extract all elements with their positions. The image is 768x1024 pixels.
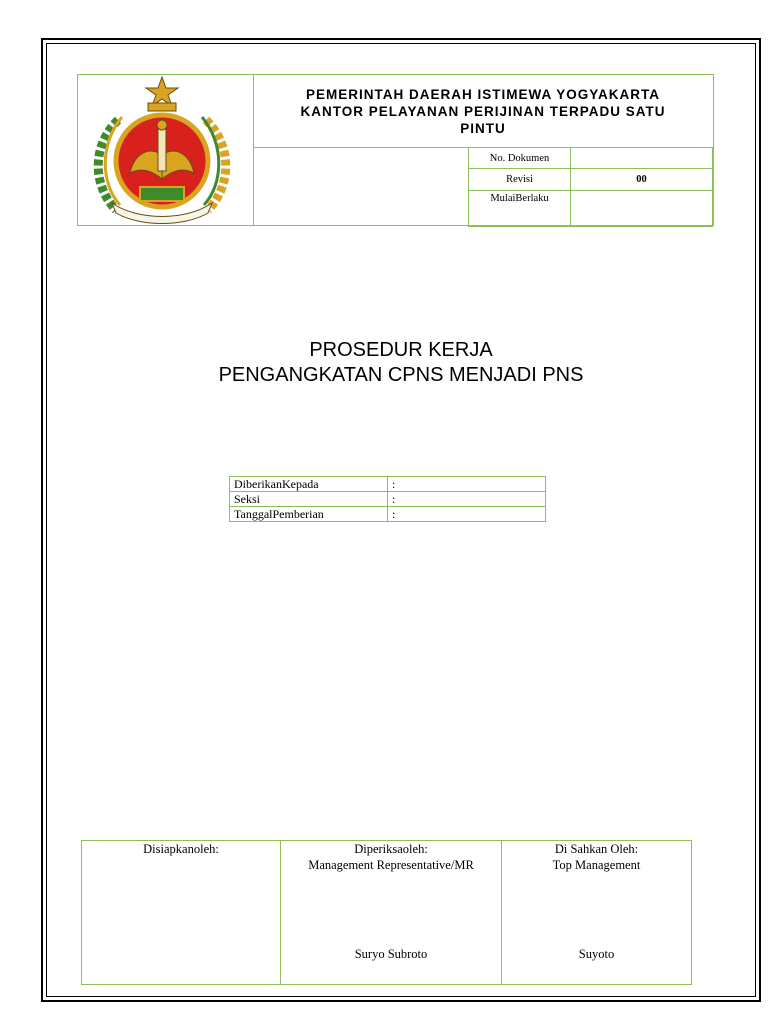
signature-role: Diperiksaoleh: [354, 842, 428, 856]
doc-info-value [571, 191, 713, 227]
signature-role: Disiapkanoleh: [143, 842, 219, 856]
recipient-label: Seksi [230, 492, 388, 507]
recipient-value: : [388, 507, 546, 522]
table-row [82, 841, 692, 985]
table-row [230, 507, 546, 522]
header-title [253, 75, 713, 148]
emblem-cell [78, 75, 254, 225]
yogyakarta-emblem-icon [78, 75, 253, 225]
document-title [41, 338, 761, 388]
signature-table [81, 840, 692, 985]
table-row [230, 477, 546, 492]
doc-info-label: MulaiBerlaku [469, 191, 571, 227]
header-empty-cell [253, 147, 468, 225]
header-title-line-1: PEMERINTAH DAERAH ISTIMEWA YOGYAKARTA [305, 86, 661, 102]
doc-info-label: No. Dokumen [469, 148, 571, 169]
header-title-line-2: KANTOR PELAYANAN PERIJINAN TERPADU SATU [300, 103, 666, 119]
table-row [469, 191, 713, 227]
document-header [77, 74, 714, 226]
table-row [230, 492, 546, 507]
signature-role-detail: Top Management [552, 858, 641, 872]
recipient-value: : [388, 477, 546, 492]
table-row [469, 169, 713, 191]
signature-name: Suryo Subroto [354, 947, 428, 961]
document-title-line-2: PENGANGKATAN CPNS MENJADI PNS [218, 364, 584, 386]
recipient-table [229, 476, 546, 522]
signature-name: Suyoto [578, 947, 615, 961]
document-info-table [468, 147, 713, 227]
doc-info-value: 00 [571, 169, 713, 191]
signature-cell-prepared [82, 841, 281, 985]
signature-role-detail: Management Representative/MR [308, 858, 474, 872]
signature-role: Di Sahkan Oleh: [554, 842, 639, 856]
recipient-label: DiberikanKepada [230, 477, 388, 492]
table-row [469, 148, 713, 169]
doc-info-label: Revisi [469, 169, 571, 191]
recipient-value: : [388, 492, 546, 507]
signature-cell-approved [502, 841, 692, 985]
recipient-label: TanggalPemberian [230, 507, 388, 522]
header-title-line-3: PINTU [460, 120, 506, 136]
doc-info-value [571, 148, 713, 169]
document-title-line-1: PROSEDUR KERJA [309, 339, 493, 361]
signature-cell-checked [281, 841, 502, 985]
